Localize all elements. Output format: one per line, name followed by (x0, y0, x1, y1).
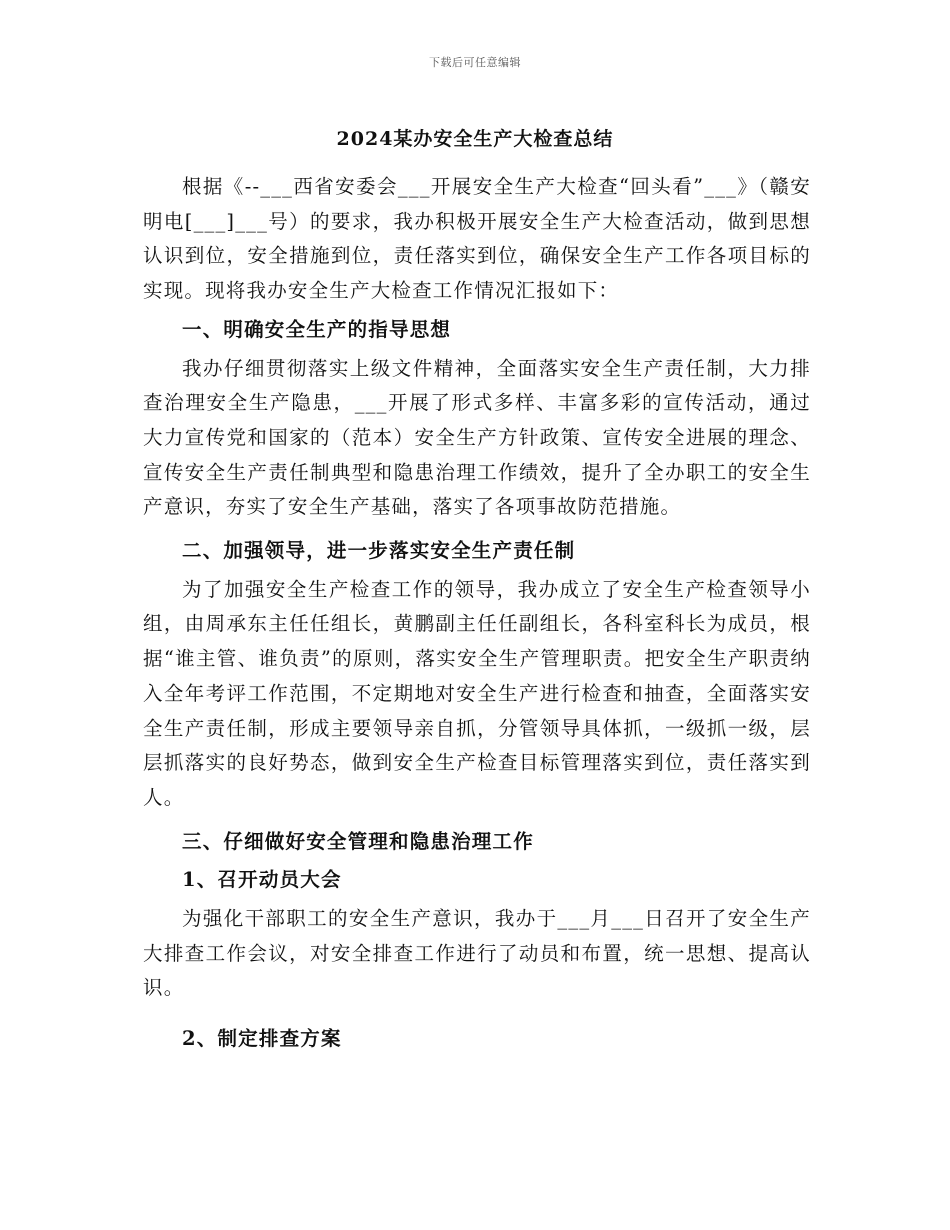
section-3-sub-1-paragraph: 为强化干部职工的安全生产意识，我办于___月___日召开了安全生产大排查工作会议，对安全排查工作进行了动员和布置，统一思想、提高认识。 (143, 907, 811, 1000)
section-1-paragraph: 我办仔细贯彻落实上级文件精神，全面落实安全生产责任制，大力排查治理安全生产隐患，___开展了形式多样、丰富多彩的宣传活动，通过大力宣传党和国家的（范本）安全生产方针政策、宣传安全进展的理念、宣传安全生产责任制典型和隐患治理工作绩效，提升了全办职工的安全生产意识，夯实了安全生产基础，落实了各项事故防范措施。 (143, 356, 811, 519)
section-2-paragraph: 为了加强安全生产检查工作的领导，我办成立了安全生产检查领导小组，由周承东主任任组长，黄鹏副主任任副组长，各科室科长为成员，根据“谁主管、谁负责”的原则，落实安全生产管理职责。把安全生产职责纳入全年考评工作范围，不定期地对安全生产进行检查和抽查，全面落实安全生产责任制，形成主要领导亲自抓，分管领导具体抓，一级抓一级，层层抓落实的良好势态，做到安全生产检查目标管理落实到位，责任落实到人。 (143, 577, 811, 809)
document-body (143, 170, 811, 1057)
section-3-heading: 三、仔细做好安全管理和隐患治理工作 (182, 829, 534, 853)
document-title: 2024某办安全生产大检查总结 (336, 128, 614, 150)
section-3-sub-1-heading: 1、召开动员大会 (182, 868, 342, 892)
section-3-sub-2-heading: 2、制定排查方案 (182, 1027, 342, 1051)
intro-paragraph: 根据《--___西省安委会___开展安全生产大检查“回头看”___》（赣安明电[___]___号）的要求，我办积极开展安全生产大检查活动，做到思想认识到位，安全措施到位，责任落实到位，确保安全生产工作各项目标的实现。现将我办安全生产大检查工作情况汇报如下： (143, 175, 811, 303)
header-note: 下载后可任意编辑 (429, 56, 521, 69)
section-2-heading: 二、加强领导，进一步落实安全生产责任制 (182, 539, 576, 563)
section-1-heading: 一、明确安全生产的指导思想 (182, 317, 452, 341)
